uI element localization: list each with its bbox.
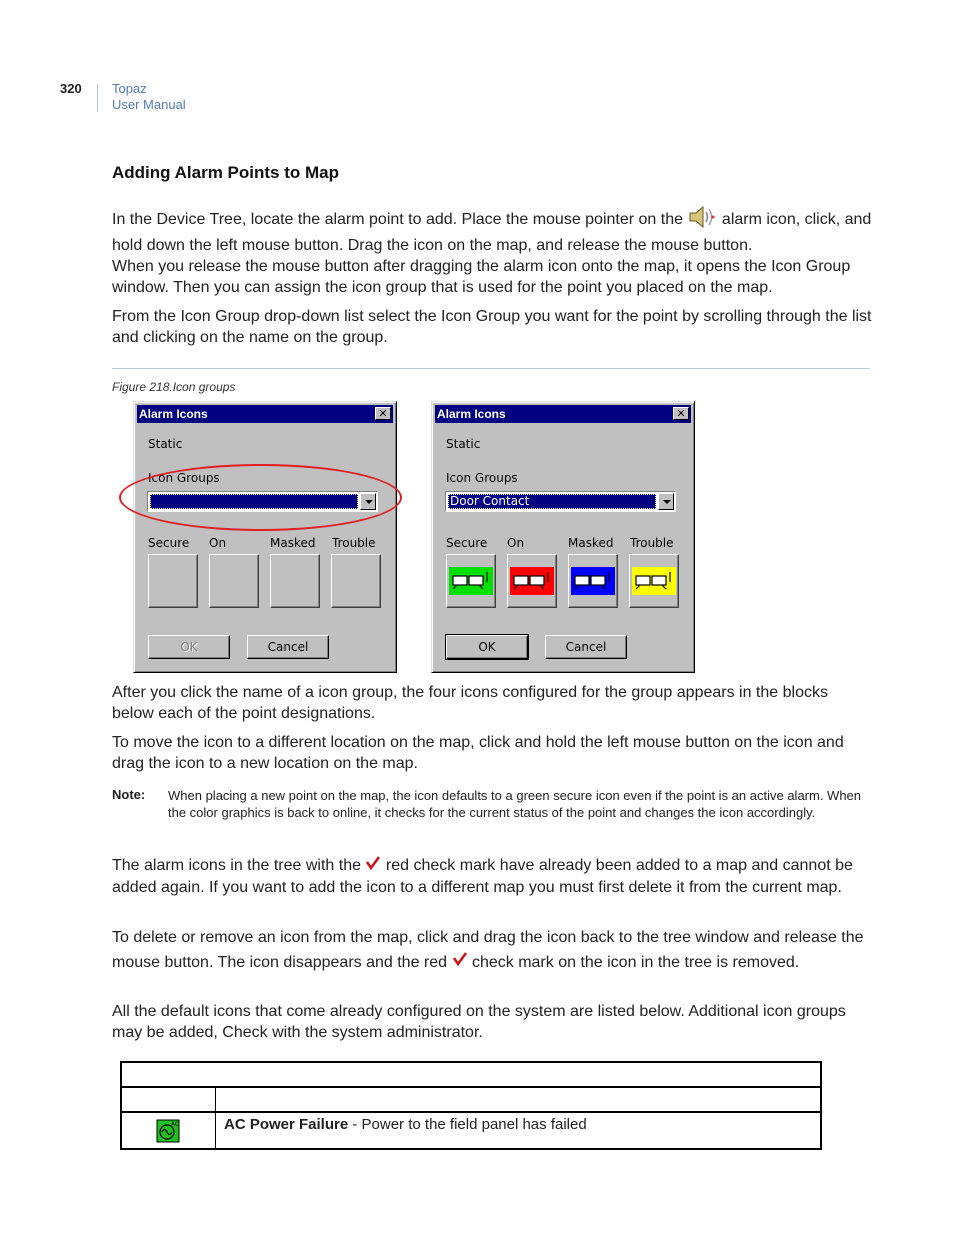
paragraph-6-end: red check mark have already been added to a map and cannot be added again. If you want to add the icon to a different map you must first delete it from the current map.	[112, 857, 853, 896]
ok-button[interactable]: OK	[446, 635, 528, 659]
close-icon[interactable]: ✕	[673, 407, 689, 420]
paragraph-8: All the default icons that come already configured on the system are listed below. Additional icon groups may be added, Check with the system administrator.	[112, 1003, 846, 1041]
default-icons-table	[120, 1061, 822, 1150]
on-label: On	[507, 536, 525, 550]
icon-groups-label: Icon Groups	[148, 471, 220, 485]
masked-label: Masked	[568, 536, 614, 550]
note-text: When placing a new point on the map, the icon defaults to a green secure icon even if the point is an active alarm. When the color graphics is back to online, it checks for the current status of the point and changes the icon accordingly.	[168, 788, 862, 820]
icon-groups-label: Icon Groups	[446, 471, 518, 485]
icon-groups-selected: Door Contact	[448, 494, 656, 509]
secure-label: Secure	[446, 536, 488, 550]
door-contact-masked-icon	[571, 567, 615, 595]
header-product: Topaz	[112, 81, 147, 96]
ok-button[interactable]: OK	[148, 635, 230, 659]
ac-power-failure-desc: - Power to the field panel has failed	[348, 1116, 587, 1133]
secure-icon-slot[interactable]	[446, 554, 496, 608]
ac-power-icon	[156, 1119, 180, 1148]
alarm-icons-dialog-empty	[133, 401, 397, 673]
paragraph-7	[112, 925, 874, 975]
note-label: Note:	[112, 787, 146, 802]
header-manual: User Manual	[112, 97, 186, 112]
alarm-icons-dialog-door-contact	[431, 401, 695, 673]
speaker-alarm-icon	[687, 205, 717, 235]
paragraph-4: After you click the name of a icon group, the four icons configured for the group appears in the blocks below each of the point designations.	[112, 684, 828, 722]
secure-label: Secure	[148, 536, 190, 550]
table-column-divider	[215, 1088, 216, 1148]
dialog-title: Alarm Icons	[437, 407, 506, 421]
static-label: Static	[148, 437, 183, 451]
figure-caption: Figure 218.Icon groups	[112, 380, 236, 394]
on-icon-slot[interactable]	[507, 554, 557, 608]
trouble-icon-slot[interactable]	[331, 554, 381, 608]
paragraph-1-start: In the Device Tree, locate the alarm point to add. Place the mouse pointer on the	[112, 211, 684, 229]
dropdown-arrow-icon[interactable]	[658, 493, 674, 510]
paragraph-3: From the Icon Group drop-down list select the Icon Group you want for the point by scrolling through the list and clicking on the name on the group.	[112, 308, 872, 346]
on-label: On	[209, 536, 227, 550]
close-icon[interactable]: ✕	[375, 407, 391, 420]
door-contact-trouble-icon	[632, 567, 676, 595]
page-number: 320	[60, 81, 82, 96]
table-row-divider	[122, 1086, 820, 1088]
cancel-button[interactable]: Cancel	[545, 635, 627, 659]
red-check-mark-icon	[452, 950, 468, 975]
icon-groups-dropdown[interactable]	[445, 491, 676, 512]
table-row	[224, 1116, 587, 1133]
paragraph-1-end: alarm icon, click, and hold down the left mouse button. Drag the icon on the map, and release the mouse button.	[112, 211, 872, 254]
trouble-label: Trouble	[630, 536, 674, 550]
paragraph-6-start: The alarm icons in the tree with the	[112, 857, 362, 875]
secure-icon-slot[interactable]	[148, 554, 198, 608]
trouble-icon-slot[interactable]	[629, 554, 679, 608]
paragraph-7-start: To delete or remove an icon from the map, click and drag the icon back to the tree window and release the mouse button. The icon disappears and the red	[112, 929, 864, 971]
ac-power-failure-name: AC Power Failure	[224, 1116, 349, 1133]
masked-label: Masked	[270, 536, 316, 550]
dialog-title-bar[interactable]	[137, 405, 393, 423]
svg-text:AC: AC	[171, 1121, 180, 1128]
section-title: Adding Alarm Points to Map	[112, 163, 339, 182]
dialog-title-bar[interactable]	[435, 405, 691, 423]
paragraph-7-end: check mark on the icon in the tree is removed.	[471, 954, 800, 971]
paragraph-2: When you release the mouse button after dragging the alarm icon onto the map, it opens the Icon Group window. Then you can assign the icon group that is used for the point you placed on the map.	[112, 258, 851, 296]
table-row-divider	[122, 1111, 820, 1113]
masked-icon-slot[interactable]	[270, 554, 320, 608]
masked-icon-slot[interactable]	[568, 554, 618, 608]
door-contact-secure-icon	[449, 567, 493, 595]
paragraph-5: To move the icon to a different location on the map, click and hold the left mouse button on the icon and drag the icon to a new location on the map.	[112, 734, 844, 772]
static-label: Static	[446, 437, 481, 451]
dialog-title: Alarm Icons	[139, 407, 208, 421]
on-icon-slot[interactable]	[209, 554, 259, 608]
trouble-label: Trouble	[332, 536, 376, 550]
door-contact-on-icon	[510, 567, 554, 595]
paragraph-6	[112, 855, 874, 898]
cancel-button[interactable]: Cancel	[247, 635, 329, 659]
figure-divider	[112, 368, 870, 369]
paragraph-1	[112, 205, 874, 256]
red-check-mark-icon	[365, 855, 381, 877]
header-divider	[97, 84, 98, 112]
highlight-ellipse	[119, 464, 402, 531]
